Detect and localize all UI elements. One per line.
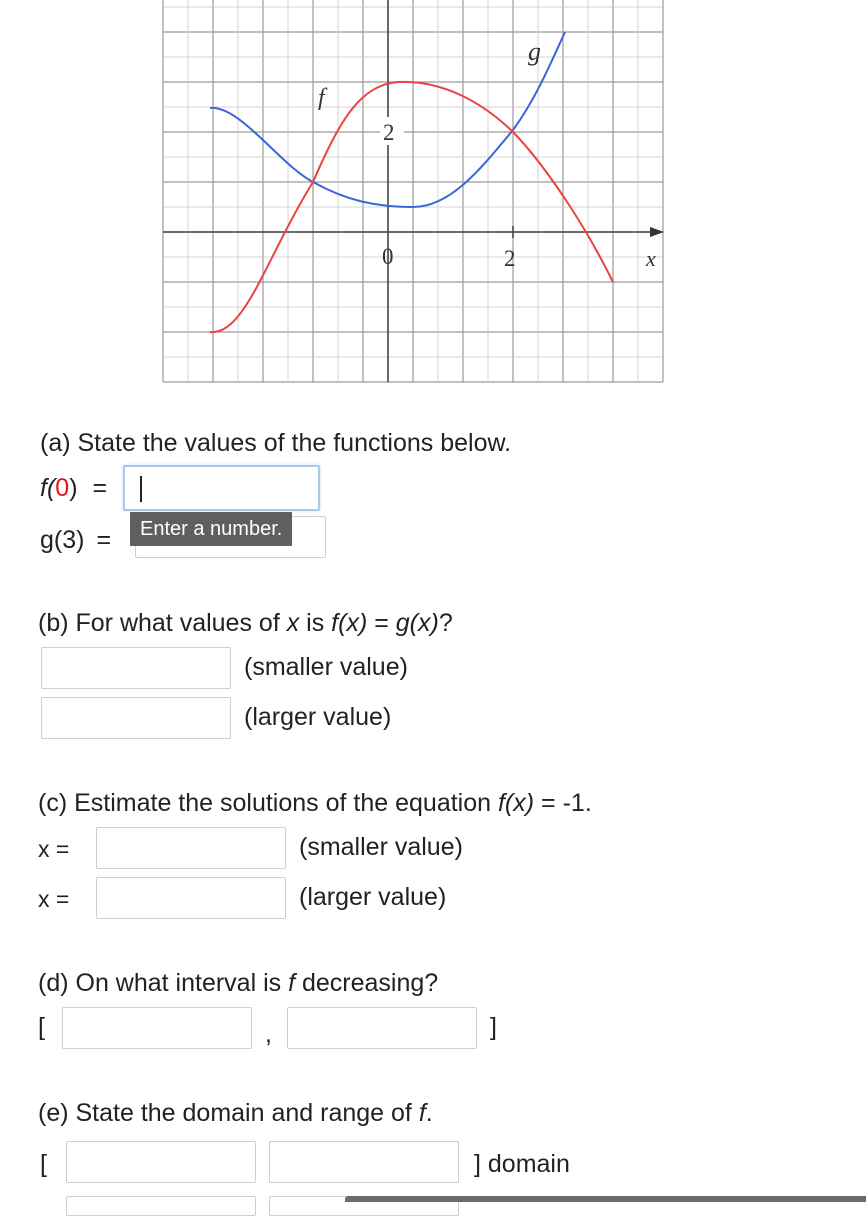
range-start-input-partial[interactable] xyxy=(66,1196,256,1216)
f0-input[interactable] xyxy=(123,465,320,511)
larger-value-label: (larger value) xyxy=(244,703,392,731)
part-c-heading: (c) Estimate the solutions of the equation f(x) = -1. xyxy=(38,789,592,817)
interval-open-bracket: [ xyxy=(38,1013,45,1041)
x-tick-0: 0 xyxy=(382,244,394,269)
label-g: g xyxy=(528,37,541,66)
input-tooltip: Enter a number. xyxy=(130,512,292,546)
f0-label: f(0) = xyxy=(40,474,108,502)
function-graph xyxy=(0,0,866,400)
domain-start-input[interactable] xyxy=(66,1141,256,1183)
intersection-smaller-input[interactable] xyxy=(41,647,231,689)
solution-smaller-input[interactable] xyxy=(96,827,286,869)
x-axis-label: x xyxy=(646,246,656,271)
solution-larger-input[interactable] xyxy=(96,877,286,919)
part-a-heading: (a) State the values of the functions below. xyxy=(40,429,512,457)
smaller-value-label: (smaller value) xyxy=(244,653,408,681)
label-f: f xyxy=(318,85,325,111)
x-tick-2: 2 xyxy=(504,246,516,271)
x-equals-label-2: x = xyxy=(38,886,70,912)
solution-smaller-label: (smaller value) xyxy=(299,833,463,861)
y-tick-2: 2 xyxy=(383,120,395,145)
interval-comma: , xyxy=(265,1020,272,1048)
domain-close-label: ] domain xyxy=(474,1150,570,1178)
scrollbar[interactable] xyxy=(345,1196,866,1202)
intersection-larger-input[interactable] xyxy=(41,697,231,739)
decreasing-start-input[interactable] xyxy=(62,1007,252,1049)
g3-label: g(3) = xyxy=(40,526,112,554)
domain-open-bracket: [ xyxy=(40,1150,47,1178)
solution-larger-label: (larger value) xyxy=(299,883,447,911)
part-e-heading: (e) State the domain and range of f. xyxy=(38,1099,433,1127)
domain-end-input[interactable] xyxy=(269,1141,459,1183)
part-d-heading: (d) On what interval is f decreasing? xyxy=(38,969,439,997)
x-equals-label-1: x = xyxy=(38,836,70,862)
decreasing-end-input[interactable] xyxy=(287,1007,477,1049)
interval-close-bracket: ] xyxy=(490,1013,497,1041)
x-axis-arrow-icon xyxy=(650,227,664,237)
text-cursor xyxy=(140,476,142,502)
part-b-heading: (b) For what values of x is f(x) = g(x)? xyxy=(38,609,453,637)
